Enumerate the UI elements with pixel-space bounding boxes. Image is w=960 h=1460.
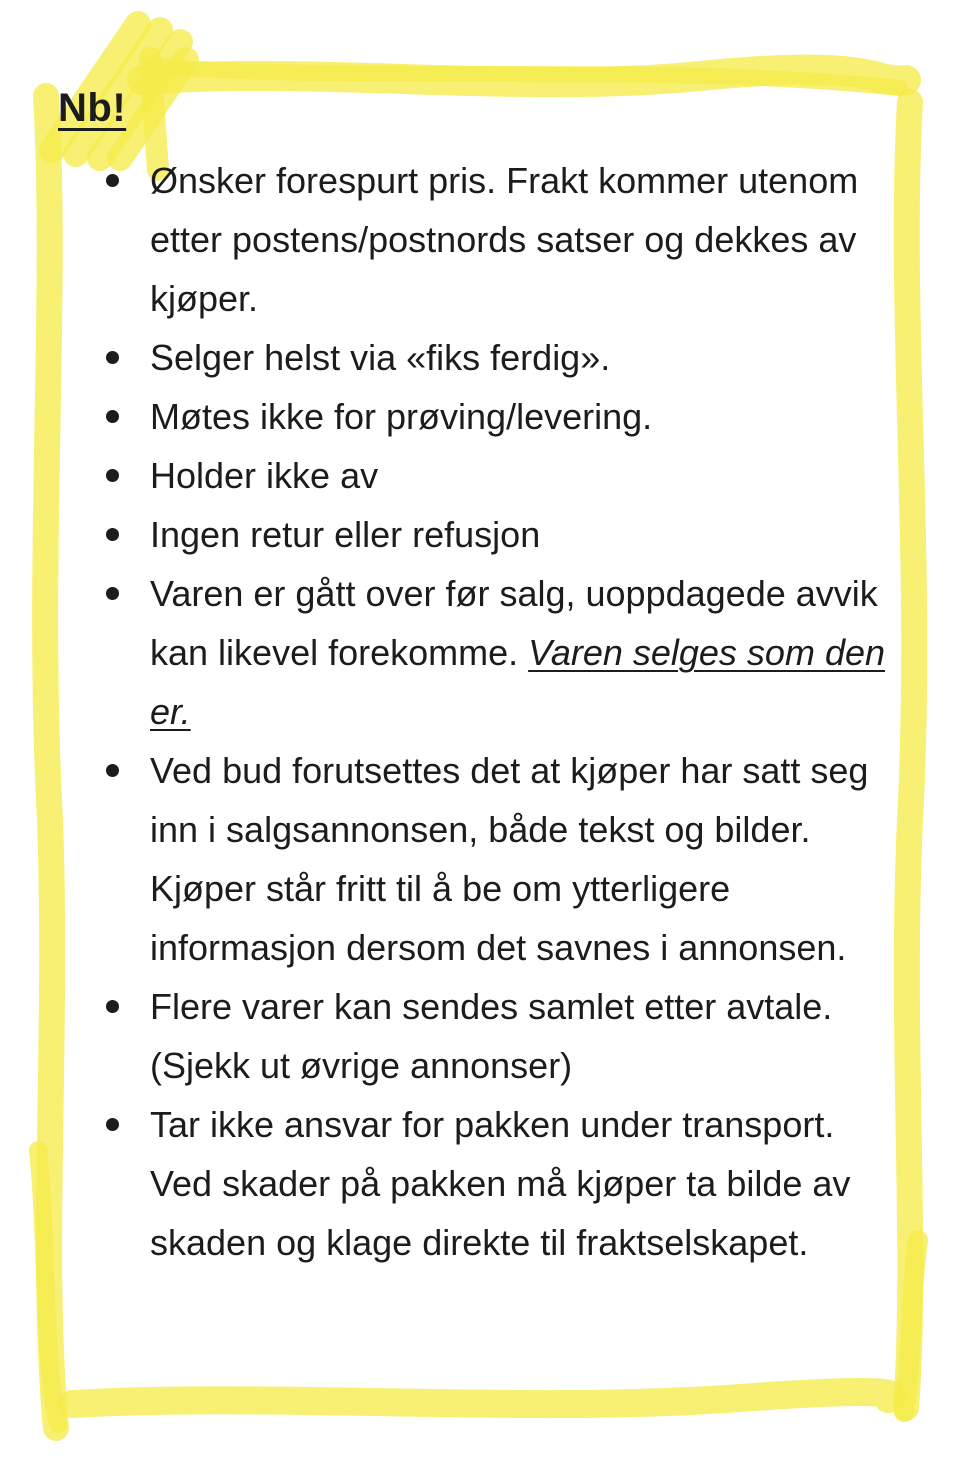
highlighter-bottom-stroke bbox=[72, 1392, 892, 1404]
bullet-text: Holder ikke av bbox=[150, 455, 379, 496]
bullet-item bbox=[58, 1095, 890, 1272]
note-content bbox=[58, 86, 890, 1272]
highlighter-right-stroke-2 bbox=[904, 1240, 918, 1412]
bullet-list bbox=[58, 151, 890, 1272]
bullet-item bbox=[58, 977, 890, 1095]
highlighter-right-stroke bbox=[906, 102, 914, 1408]
bullet-item bbox=[58, 741, 890, 977]
bullet-item bbox=[58, 328, 890, 387]
bullet-text: Selger helst via «fiks ferdig». bbox=[150, 337, 611, 378]
bullet-text: Varen er gått over før salg, uoppdagede avvik kan likevel forekomme. bbox=[150, 573, 878, 673]
bullet-text: Tar ikke ansvar for pakken under transport. Ved skader på pakken må kjøper ta bilde av skaden og klage direkte til fraktselskapet. bbox=[150, 1104, 851, 1263]
bullet-text: Ønsker forespurt pris. Frakt kommer utenom etter postens/postnords satser og dekkes av kjøper. bbox=[150, 160, 859, 319]
bullet-item bbox=[58, 446, 890, 505]
note-heading: Nb! bbox=[58, 86, 127, 130]
bullet-text: Møtes ikke for prøving/levering. bbox=[150, 396, 653, 437]
bullet-item bbox=[58, 151, 890, 328]
bullet-text: Ved bud forutsettes det at kjøper har satt seg inn i salgsannonsen, både tekst og bilder. Kjøper står fritt til å be om ytterligere informasjon dersom det savnes i annonsen. bbox=[150, 750, 869, 968]
bullet-text: Flere varer kan sendes samlet etter avtale. (Sjekk ut øvrige annonser) bbox=[150, 986, 833, 1086]
bullet-item bbox=[58, 387, 890, 446]
bullet-item bbox=[58, 564, 890, 741]
bullet-text: Ingen retur eller refusjon bbox=[150, 514, 541, 555]
bullet-text-emphasized: Varen selges som den er. bbox=[150, 632, 886, 732]
bullet-item bbox=[58, 505, 890, 564]
